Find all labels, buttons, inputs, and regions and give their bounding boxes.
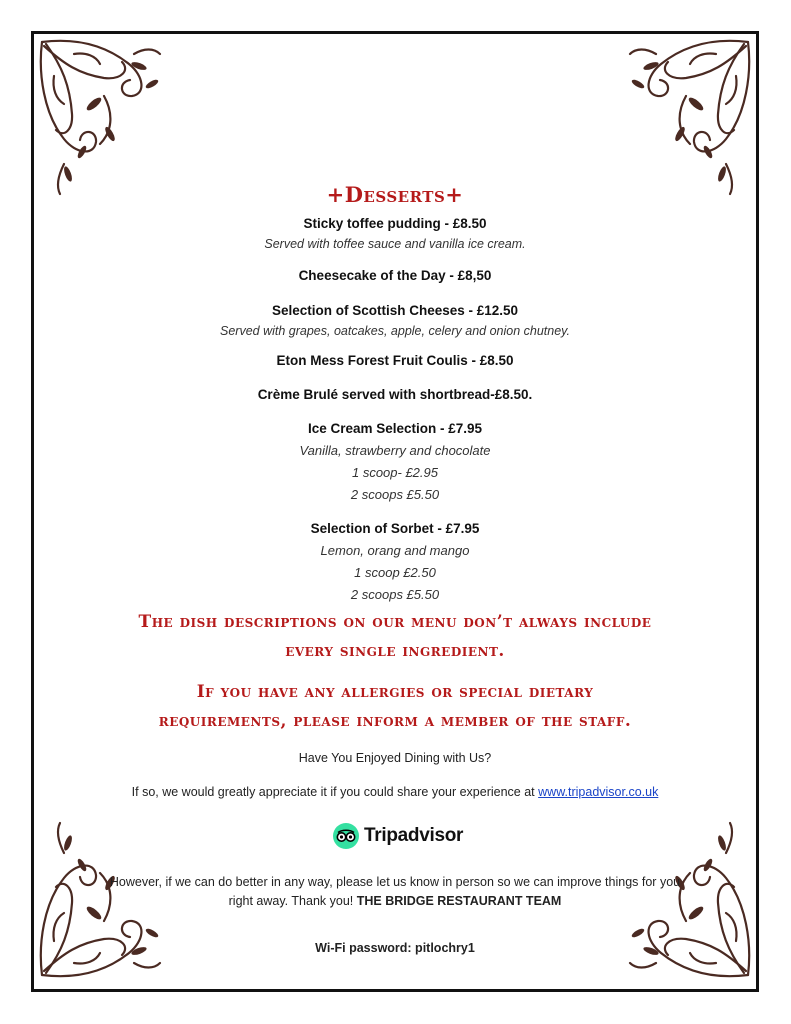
team-signature: THE BRIDGE RESTAURANT TEAM [356,894,562,908]
share-text [40,785,750,799]
tripadvisor-link[interactable]: www.tripadvisor.co.uk [538,785,659,799]
menu-item-line: 1 scoop- £2.95 [351,465,438,480]
feedback-question: Have You Enjoyed Dining with Us? [298,751,492,765]
share-text-body: If so, we would greatly appreciate it if you could share your experience at [131,785,539,799]
menu-item-name: Crème Brulé served with shortbread-£8.50. [257,387,533,402]
menu-item-name: Eton Mess Forest Fruit Coulis - £8.50 [276,353,514,368]
menu-item-name: Cheesecake of the Day - £8,50 [298,268,492,283]
ingredients-notice-line: every single ingredient. [285,641,505,661]
improve-text-line [40,894,750,908]
improve-text-line: However, if we can do better in any way, please let us know in person so we can improve things for you [109,875,681,889]
menu-item-line: 1 scoop £2.50 [354,565,436,580]
menu-title: +Desserts+ [326,182,464,207]
improve-text-body: right away. Thank you! [228,894,357,908]
menu-item-line: Lemon, orang and mango [320,543,470,558]
menu-item-name: Sticky toffee pudding - £8.50 [303,216,487,231]
tripadvisor-logo [333,822,463,850]
menu-item-name: Ice Cream Selection - £7.95 [307,421,483,436]
menu-item-line: 2 scoops £5.50 [350,487,440,502]
corner-flourish-icon [34,34,164,199]
menu-item-description: Served with grapes, oatcakes, apple, celery and onion chutney. [220,324,570,338]
allergy-notice-line: requirements, please inform a member of the staff. [158,711,632,731]
menu-item-name: Selection of Scottish Cheeses - £12.50 [271,303,519,318]
ingredients-notice-line: The dish descriptions on our menu don’t always include [138,612,652,632]
allergy-notice-line: If you have any allergies or special dietary [196,682,594,702]
menu-item-name: Selection of Sorbet - £7.95 [310,521,480,536]
menu-item-line: 2 scoops £5.50 [350,587,440,602]
menu-item-line: Vanilla, strawberry and chocolate [299,443,491,458]
wifi-password: Wi-Fi password: pitlochry1 [315,941,475,955]
corner-flourish-icon [626,34,756,199]
tripadvisor-owl-icon [333,823,359,849]
tripadvisor-logo-text: Tripadvisor [364,825,464,846]
menu-item-description: Served with toffee sauce and vanilla ice cream. [264,237,526,251]
